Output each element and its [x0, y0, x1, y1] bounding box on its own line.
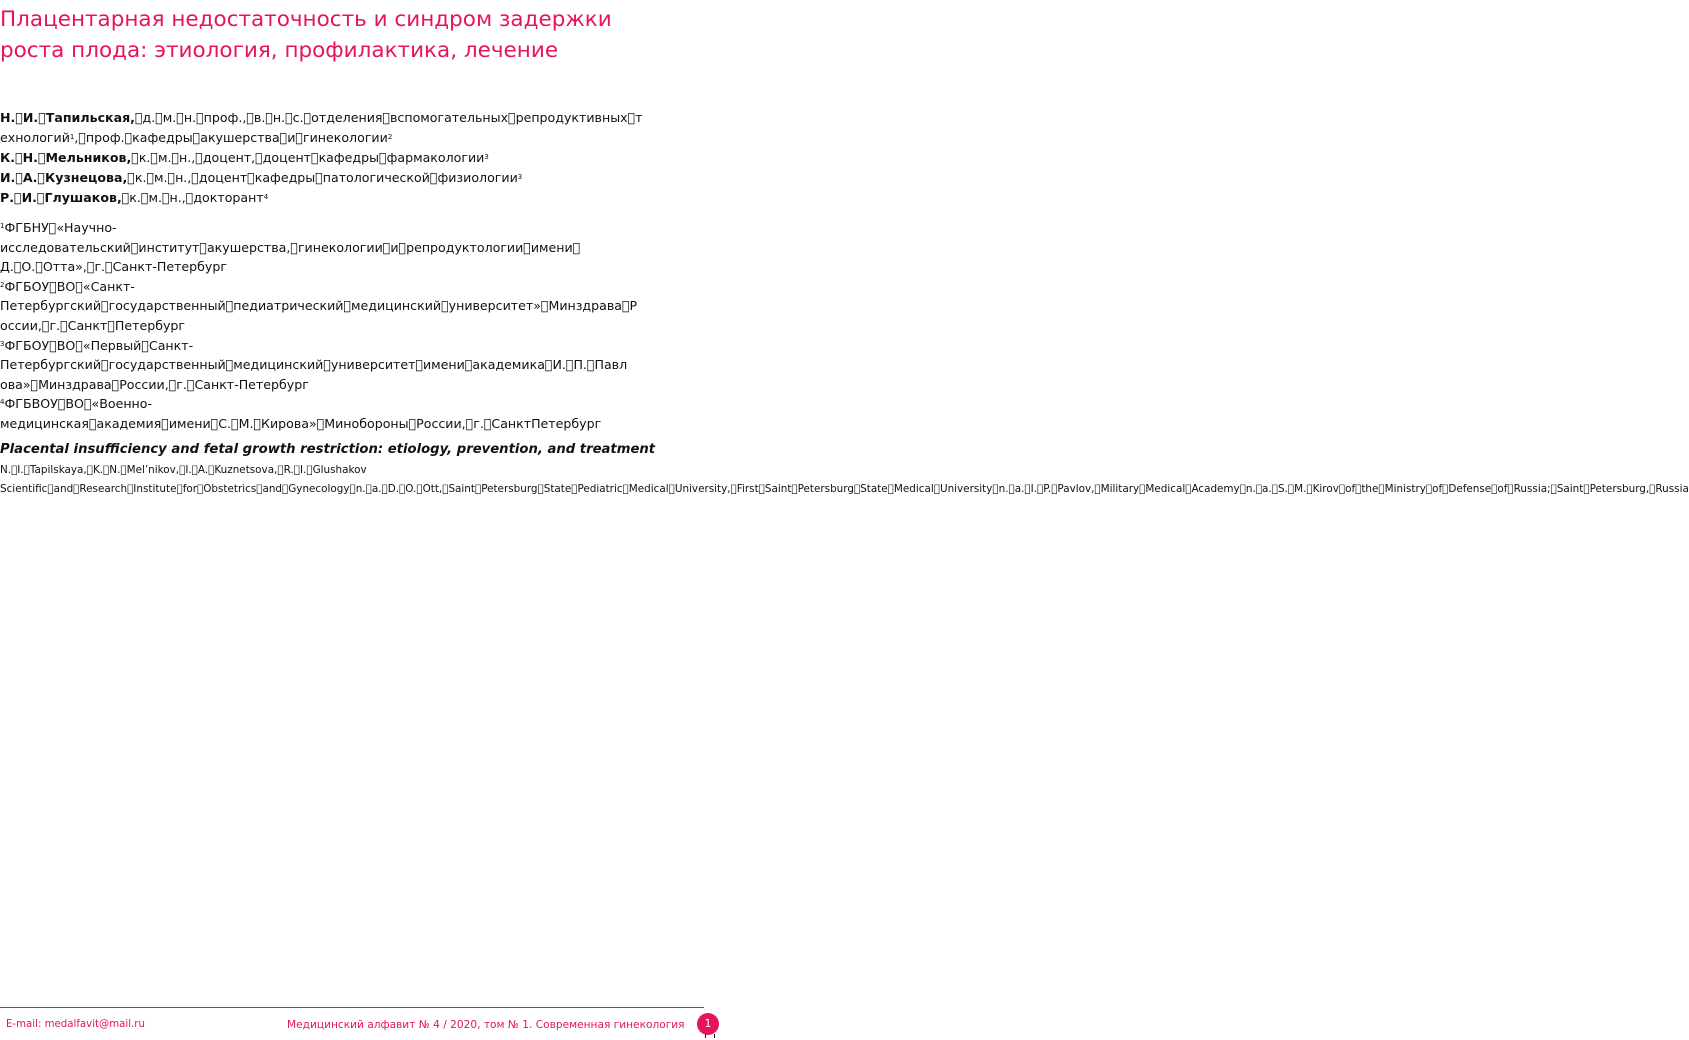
author-details: , проф. кафедры акушерства и гинекологии [74, 130, 388, 145]
affiliation-text: оссии, г. Санкт Петербург [0, 317, 186, 333]
affiliation-text: ФГБНУ «Научно- [4, 220, 117, 235]
author-details:  к. м. н., доцент, доцент кафедры фармакологии [131, 150, 485, 165]
affiliation-line [0, 257, 700, 277]
affiliation-ref: 4 [263, 193, 269, 201]
article-title: Плацентарная недостаточность и синдром задержки роста плода: этиология, профилактика, лечение [0, 7, 612, 63]
affiliation-ref: 3 [517, 173, 523, 181]
affiliation-line [0, 296, 700, 316]
affiliation-line [0, 316, 700, 336]
author-list [0, 108, 700, 208]
affiliation-text: ова» Минздрава России, г. Санкт-Петербург [0, 376, 309, 392]
affiliation-text: ФГБОУ ВО «Первый Санкт- [4, 337, 194, 353]
affiliation-line [0, 238, 700, 258]
affiliation-number: 1 [0, 222, 5, 230]
affiliation-ref: 1 [69, 133, 75, 141]
affiliation-line [0, 355, 700, 375]
footer-email: E-mail: medalfavit@mail.ru [6, 1019, 145, 1030]
author-details:  д. м. н. проф., в. н. с. отделения вспомогательных репродуктивных т ехнологий [0, 110, 643, 145]
page-badge-tick-icon [705, 1034, 715, 1038]
page-number-badge: 1 [697, 1013, 719, 1035]
author-line [0, 148, 700, 168]
author-details:  к. м. н., докторант [121, 190, 264, 205]
affiliation-text: медицинская академия имени С. М. Кирова» Минобороны России, г. СанктПетербург [0, 415, 602, 431]
affiliation-text: Петербургский государственный педиатрический медицинский университет» Минздрава Р [0, 298, 638, 314]
english-title: Placental insufficiency and fetal growth restriction: etiology, prevention, and treatment [0, 442, 656, 457]
author-name: К. Н. Мельников, [0, 150, 132, 165]
affiliation-text: Петербургский государственный медицинский университет имени академика И. П. Павл [0, 357, 628, 373]
affiliation-line [0, 277, 700, 297]
footer-divider [0, 1007, 704, 1008]
affiliation-line [0, 218, 700, 238]
author-name: Н. И. Тапильская, [0, 110, 135, 125]
author-line [0, 168, 700, 188]
affiliation-ref: 2 [387, 133, 393, 141]
author-line [0, 108, 700, 148]
affiliation-number: 2 [0, 280, 5, 289]
affiliation-line [0, 414, 700, 434]
affiliation-line [0, 394, 700, 414]
author-details:  к. м. н., доцент кафедры патологической физиологии [127, 170, 518, 185]
affiliation-text: Д. О. Отта», г. Санкт-Петербург [0, 259, 227, 275]
affiliation-text: ФГБОУ ВО «Санкт- [4, 278, 135, 294]
affiliation-line [0, 375, 700, 395]
english-authors: N. I. Tapilskaya, K. N. Mel’nikov, I. A. Kuznetsova, R. I. Glushakov [0, 464, 367, 476]
affiliation-list [0, 218, 700, 434]
author-name: И. А. Кузнецова, [0, 170, 128, 185]
affiliation-ref: 3 [484, 153, 489, 161]
footer-journal-title: Медицинский алфавит № 4 / 2020, том № 1. Современная гинекология [287, 1019, 685, 1031]
affiliation-number: 4 [0, 398, 5, 407]
english-affiliation: Scientific and Research Institute for Obstetrics and Gynecology n. a. D. O. Ott, Saint Petersburg State Pediatric Medical University, First Saint Petersburg State Medical University n. a. I. P. Pavlov, Military Medical Academy n. a. S. M. Kirov of the Ministry of Defense of Russia; Saint Petersburg, Russia [0, 483, 1689, 495]
affiliation-text: ФГБВОУ ВО «Военно- [4, 396, 153, 412]
affiliation-line [0, 336, 700, 356]
author-line [0, 188, 700, 208]
affiliation-number: 3 [0, 339, 5, 348]
affiliation-text: исследовательский институт акушерства, гинекологии и репродуктологии имени  [0, 239, 581, 255]
author-name: Р. И. Глушаков, [0, 190, 122, 205]
